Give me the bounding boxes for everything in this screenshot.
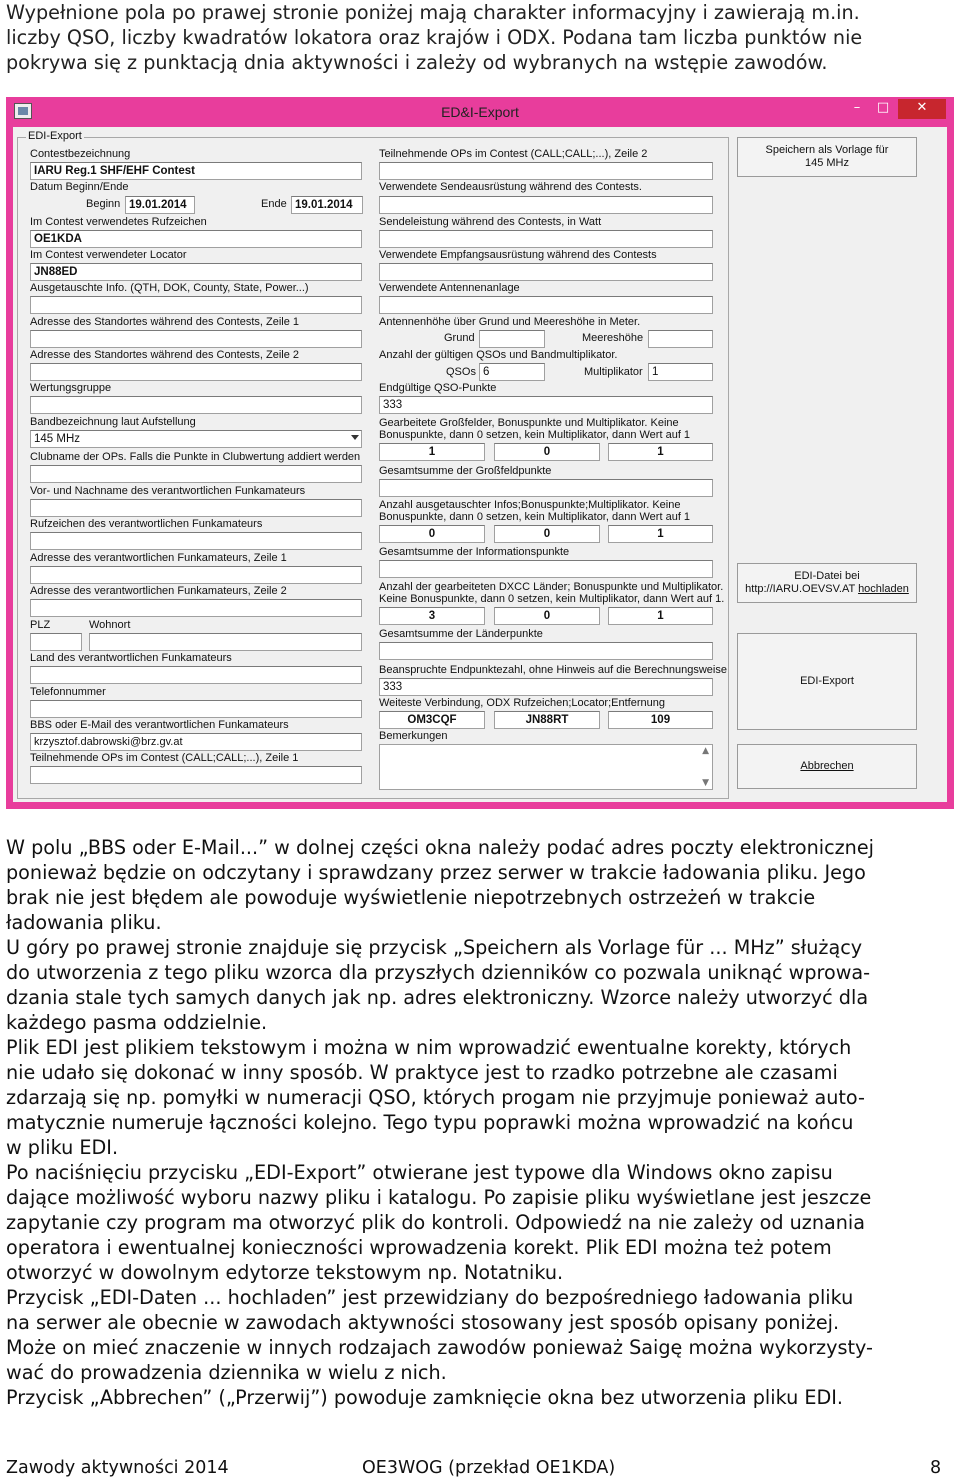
responsible-address1-field[interactable]	[30, 566, 362, 584]
end-label: Ende	[261, 198, 287, 210]
rx-equipment-field[interactable]	[379, 263, 713, 281]
upload-label-line1: EDI-Datei bei	[794, 570, 860, 582]
sea-level-field[interactable]	[648, 330, 713, 348]
title-bar[interactable]	[6, 97, 954, 127]
squares-total-label: Gesamtsumme der Großfeldpunkte	[379, 465, 552, 477]
cancel-button[interactable]	[737, 744, 917, 789]
begin-label: Beginn	[86, 198, 121, 210]
edi-export-button[interactable]	[737, 633, 917, 730]
responsible-address2-label: Adresse des verantwortlichen Funkamateurs, Zeile 2	[30, 585, 287, 597]
claimed-score-label: Beanspruchte Endpunktezahl, ohne Hinweis auf die Berechnungsweise	[379, 664, 727, 676]
infos-label-line1: Anzahl ausgetauschter Infos;Bonuspunkte;Multiplikator. Keine	[379, 499, 681, 511]
operator-name-field[interactable]	[30, 499, 362, 517]
body-line: Po naciśnięciu przycisku „EDI-Export” otwierane jest typowe dla Windows okno zapisu	[6, 1161, 833, 1184]
claimed-score-field[interactable]: 333	[379, 678, 713, 696]
responsible-address1-label: Adresse des verantwortlichen Funkamateurs, Zeile 1	[30, 552, 287, 564]
body-line: wać do prowadzenia dziennika w wielu z nich.	[6, 1361, 447, 1384]
squares-count-field[interactable]: 1	[379, 443, 485, 461]
phone-field[interactable]	[30, 700, 362, 718]
body-line: Może on mieć znaczenie w innych rodzajach zawodów ponieważ Saigę można wykorzysty-	[6, 1336, 873, 1359]
group-label: EDI-Export	[28, 130, 82, 142]
city-field[interactable]	[89, 633, 362, 651]
window-client-area	[13, 127, 947, 802]
squares-bonus-field[interactable]: 0	[494, 443, 600, 461]
date-label: Datum Beginn/Ende	[30, 181, 129, 193]
infos-count-field[interactable]: 0	[379, 525, 485, 543]
qsos-label: QSOs	[446, 366, 476, 378]
upload-edi-button[interactable]	[737, 563, 917, 603]
upload-label-link: hochladen	[858, 583, 909, 595]
body-line: dające możliwość wyboru nazwy pliku i katalogu. Po zapisie pliku wyświetlane jest jeszcze	[6, 1186, 872, 1209]
sea-level-label: Meereshöhe	[582, 332, 644, 344]
final-points-label: Endgültige QSO-Punkte	[379, 382, 497, 394]
intro-paragraph	[6, 0, 952, 75]
edi-export-window	[6, 97, 954, 809]
intro-line: pokrywa się z punktacją dnia aktywności i zależy od wybranych na wstępie zawodów.	[6, 51, 828, 74]
footer-title: Zawody aktywności 2014	[6, 1458, 229, 1478]
dxcc-count-field[interactable]: 3	[379, 607, 485, 625]
minimize-button[interactable]: –	[853, 100, 861, 115]
remarks-textarea[interactable]	[379, 744, 713, 790]
site-address2-field[interactable]	[30, 363, 362, 381]
squares-total-field[interactable]	[379, 479, 713, 497]
club-label: Clubname der OPs. Falls die Punkte in Clubwertung addiert werden	[30, 451, 361, 463]
site-address2-label: Adresse des Standortes während des Contests, Zeile 2	[30, 349, 300, 361]
body-line: nie udało się dokonać w inny sposób. W praktyce jest to rzadko potrzebne ale czasami	[6, 1061, 838, 1084]
band-selected-value: 145 MHz	[34, 433, 81, 445]
tx-equipment-label: Verwendete Sendeausrüstung während des Contests.	[379, 181, 642, 193]
maximize-button[interactable]: □	[876, 100, 890, 115]
ground-label: Grund	[444, 332, 475, 344]
locator-label: Im Contest verwendeter Locator	[30, 249, 187, 261]
tx-power-field[interactable]	[379, 230, 713, 248]
dxcc-multiplier-field[interactable]: 1	[608, 607, 713, 625]
squares-label-line2: Bonuspunkte, dann 0 setzen, kein Multiplikator, dann Wert auf 1	[379, 429, 691, 441]
band-label: Bandbezeichnung laut Aufstellung	[30, 416, 196, 428]
info-field[interactable]	[30, 296, 362, 314]
scroll-down-icon[interactable]: ▼	[702, 778, 709, 788]
body-line: operatora i ewentualnej konieczności wprowadzenia korekt. Plik EDI można też potem	[6, 1236, 832, 1259]
contest-label: Contestbezeichnung	[30, 148, 131, 160]
antenna-label: Verwendete Antennenanlage	[379, 282, 520, 294]
responsible-call-field[interactable]	[30, 532, 362, 550]
body-line: ładowania pliku.	[6, 911, 162, 934]
body-line: dzania stale tych samych danych jak np. adres elektroniczny. Wzorce należy utworzyć dla	[6, 986, 869, 1009]
squares-multiplier-field[interactable]: 1	[608, 443, 713, 461]
infos-total-field[interactable]	[379, 560, 713, 578]
antenna-field[interactable]	[379, 296, 713, 314]
odx-distance-field[interactable]: 109	[608, 711, 713, 729]
email-label: BBS oder E-Mail des verantwortlichen Funkamateurs	[30, 719, 289, 731]
upload-label-url: http://IARU.OEVSV.AT	[745, 583, 859, 595]
chevron-down-icon[interactable]	[351, 435, 359, 440]
operators-line1-field[interactable]	[30, 766, 362, 784]
contest-field[interactable]: IARU Reg.1 SHF/EHF Contest	[30, 162, 362, 180]
city-label: Wohnort	[89, 619, 131, 631]
operators-line1-label: Teilnehmende OPs im Contest (CALL;CALL;...), Zeile 1	[30, 752, 299, 764]
dxcc-total-label: Gesamtsumme der Länderpunkte	[379, 628, 543, 640]
dxcc-label-line2: Keine Bonuspunkte, dann 0 setzen, kein Multiplikator, dann Wert auf 1.	[379, 593, 725, 605]
qsos-field[interactable]: 6	[479, 363, 545, 381]
multiplier-field[interactable]: 1	[648, 363, 713, 381]
body-line: brak nie jest błędem ale powoduje wyświetlenie niepotrzebnych ostrzeżeń w trakcie	[6, 886, 816, 909]
body-line: Przycisk „EDI-Daten ... hochladen” jest przewidziany do bezpośredniego ładowania pliku	[6, 1286, 854, 1309]
dxcc-label-line1: Anzahl der gearbeiteten DXCC Länder; Bonuspunkte und Multiplikator.	[379, 581, 724, 593]
page-number: 8	[930, 1458, 942, 1478]
body-line: ponieważ będzie on odczytany i sprawdzany przez serwer w trakcie ładowania pliku. Jego	[6, 861, 866, 884]
category-label: Wertungsgruppe	[30, 382, 112, 394]
body-line: matycznie numeruje łączności kolejno. Tego typu poprawki można wprowadzić na końcu	[6, 1111, 854, 1134]
body-line: każdego pasma oddzielnie.	[6, 1011, 268, 1034]
odx-locator-field[interactable]: JN88RT	[494, 711, 600, 729]
callsign-label: Im Contest verwendetes Rufzeichen	[30, 216, 207, 228]
scroll-up-icon[interactable]: ▲	[702, 746, 709, 756]
edi-export-label: EDI-Export	[800, 675, 854, 687]
dxcc-bonus-field[interactable]: 0	[494, 607, 600, 625]
club-field[interactable]	[30, 465, 362, 483]
begin-date-field[interactable]: 19.01.2014	[125, 196, 195, 214]
body-line: U góry po prawej stronie znajduje się przycisk „Speichern als Vorlage für ... MHz” służący	[6, 936, 863, 959]
remarks-label: Bemerkungen	[379, 730, 448, 742]
phone-label: Telefonnummer	[30, 686, 106, 698]
intro-line: liczby QSO, liczby kwadratów lokatora oraz krajów i ODX. Podana tam liczba punktów nie	[6, 26, 863, 49]
body-line: otworzyć w dowolnym edytorze tekstowym np. Notatniku.	[6, 1261, 564, 1284]
body-line: w pliku EDI.	[6, 1136, 119, 1159]
operators-line2-label: Teilnehmende OPs im Contest (CALL;CALL;...), Zeile 2	[379, 148, 648, 160]
callsign-field[interactable]: OE1KDA	[30, 230, 362, 248]
body-line: W polu „BBS oder E-Mail...” w dolnej części okna należy podać adres poczty elektronicznej	[6, 836, 874, 859]
valid-qsos-label: Anzahl der gültigen QSOs und Bandmultiplikator.	[379, 349, 618, 361]
dxcc-total-field[interactable]	[379, 642, 713, 660]
tx-equipment-field[interactable]	[379, 196, 713, 214]
intro-line: Wypełnione pola po prawej stronie poniżej mają charakter informacyjny i zawierają m.in.	[6, 1, 860, 24]
body-paragraphs	[6, 835, 952, 1410]
odx-label: Weiteste Verbindung, ODX Rufzeichen;Locator;Entfernung	[379, 697, 665, 709]
cancel-label: Abbrechen	[800, 760, 854, 772]
final-points-field[interactable]: 333	[379, 396, 713, 414]
save-template-label: Speichern als Vorlage für 145 MHz	[765, 144, 889, 169]
infos-bonus-field[interactable]: 0	[494, 525, 600, 543]
info-label: Ausgetauschte Info. (QTH, DOK, County, State, Power...)	[30, 282, 309, 294]
infos-label-line2: Bonuspunkte, dann 0 setzen, kein Multiplikator, dann Wert auf 1	[379, 511, 691, 523]
plz-label: PLZ	[30, 619, 51, 631]
edi-export-group	[17, 130, 729, 799]
body-line: Plik EDI jest plikiem tekstowym i można w nim wprowadzić ewentualne korekty, których	[6, 1036, 852, 1059]
responsible-address2-field[interactable]	[30, 599, 362, 617]
end-date-field[interactable]: 19.01.2014	[291, 196, 363, 214]
site-address1-label: Adresse des Standortes während des Contests, Zeile 1	[30, 316, 300, 328]
rx-equipment-label: Verwendete Empfangsausrüstung während des Contests	[379, 249, 657, 261]
footer-author: OE3WOG (przekład OE1KDA)	[362, 1458, 616, 1478]
tx-power-label: Sendeleistung während des Contests, in Watt	[379, 216, 602, 228]
category-field[interactable]	[30, 396, 362, 414]
body-line: zdarzają się np. pomyłki w numeracji QSO, których progam nie przyjmuje ponieważ auto-	[6, 1086, 865, 1109]
window-title: ED&I-Export	[441, 104, 519, 120]
infos-total-label: Gesamtsumme der Informationspunkte	[379, 546, 570, 558]
infos-multiplier-field[interactable]: 1	[608, 525, 713, 543]
operator-name-label: Vor- und Nachname des verantwortlichen Funkamateurs	[30, 485, 306, 497]
close-button[interactable]: ✕	[898, 99, 946, 119]
email-field[interactable]: krzysztof.dabrowski@brz.gv.at	[30, 733, 362, 751]
plz-field[interactable]	[30, 633, 82, 651]
body-line: zapytanie czy program ma otworzyć plik do kontroli. Odpowiedź na nie zależy od uznania	[6, 1211, 866, 1234]
multiplier-label: Multiplikator	[584, 366, 643, 378]
country-field[interactable]	[30, 666, 362, 684]
body-line: Przycisk „Abbrechen” („Przerwij”) powoduje zamknięcie okna bez utworzenia pliku EDI.	[6, 1386, 844, 1409]
antenna-height-label: Antennenhöhe über Grund und Meereshöhe in Meter.	[379, 316, 641, 328]
band-select[interactable]	[30, 430, 362, 448]
body-line: do utworzenia z tego pliku wzorca dla przyszłych dzienników co pozwala uniknąć wprowa-	[6, 961, 871, 984]
operators-line2-field[interactable]	[379, 162, 713, 180]
squares-label-line1: Gearbeitete Großfelder, Bonuspunkte und Multiplikator. Keine	[379, 417, 679, 429]
odx-call-field[interactable]: OM3CQF	[379, 711, 485, 729]
body-line: na serwer ale obecnie w zawodach aktywności stosowany jest sposób opisany poniżej.	[6, 1311, 840, 1334]
site-address1-field[interactable]	[30, 330, 362, 348]
responsible-call-label: Rufzeichen des verantwortlichen Funkamateurs	[30, 518, 263, 530]
country-label: Land des verantwortlichen Funkamateurs	[30, 652, 232, 664]
ground-height-field[interactable]	[479, 330, 545, 348]
save-template-button[interactable]	[737, 137, 917, 177]
locator-field[interactable]: JN88ED	[30, 263, 362, 281]
